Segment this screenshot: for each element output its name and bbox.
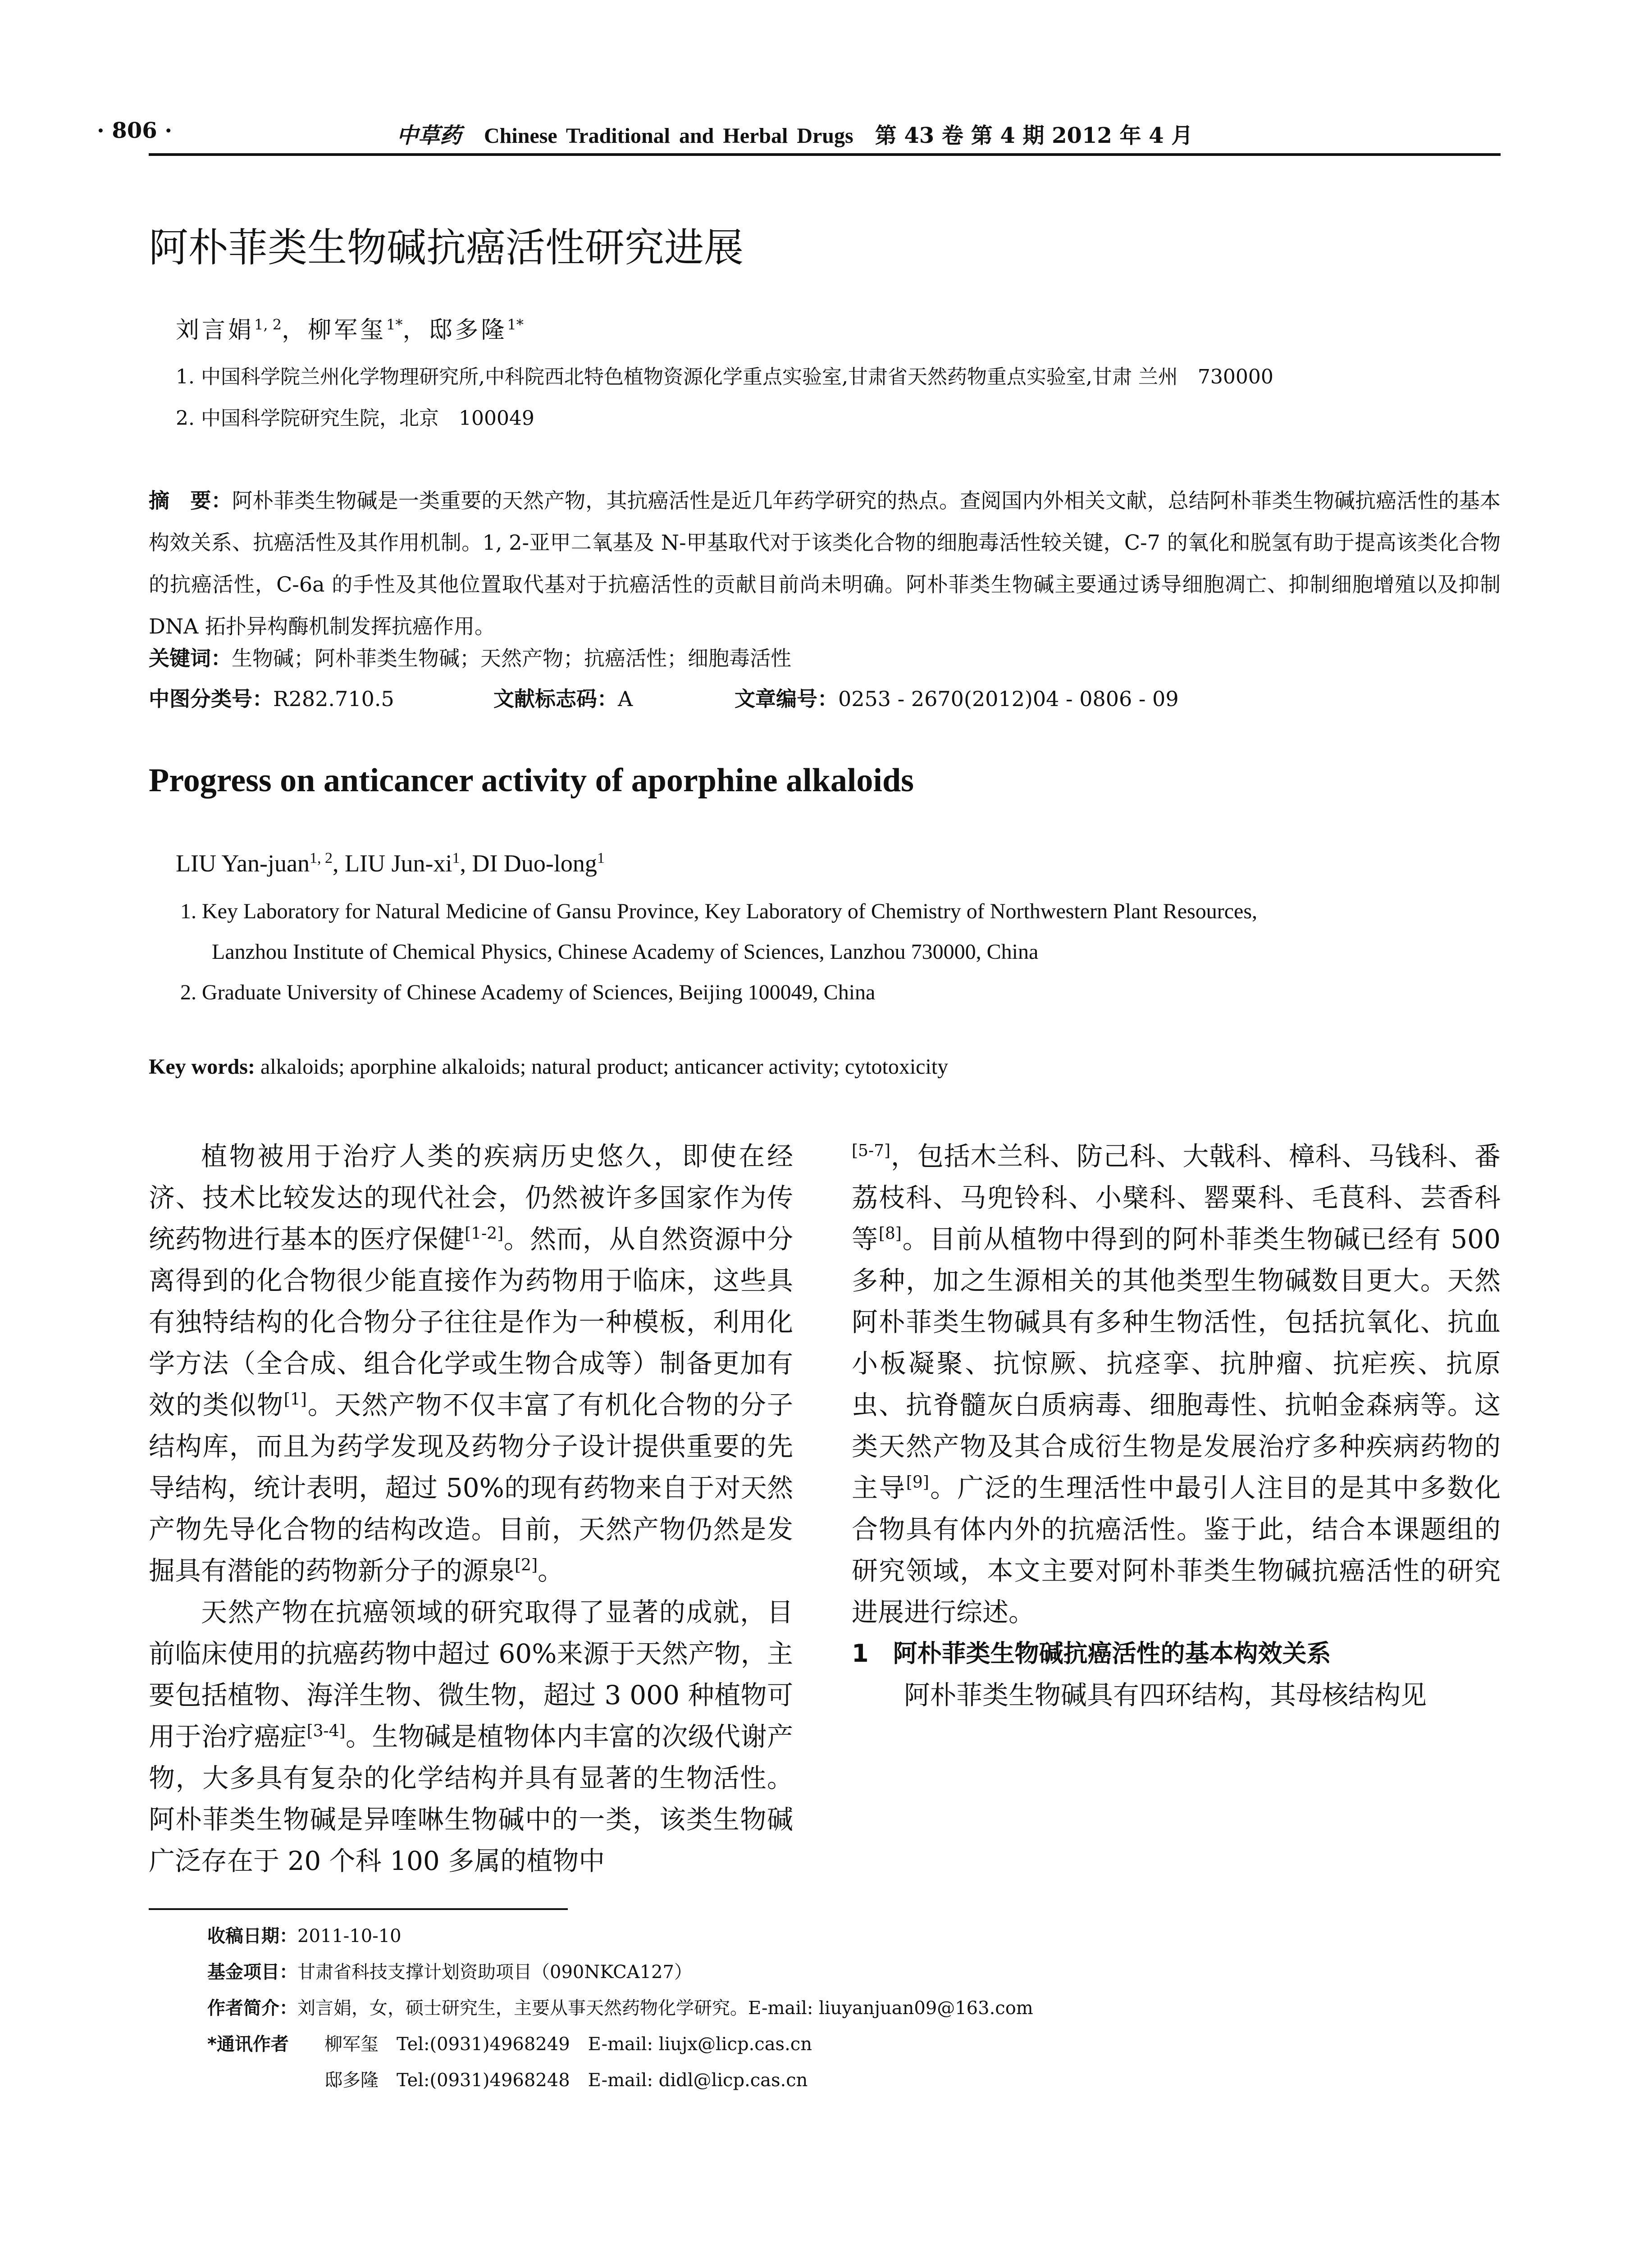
citation: [9] <box>906 1473 929 1492</box>
paragraph-text: 。天然产物不仅丰富了有机化合物的分子结构库，而且为药学发现及药物分子设计提供重要的先导结构，统计表明，超过 50%的现有药物来自于对天然产物先导化合物的结构改造。目前，天然产物仍然是发掘具有潜能的药物新分子的源泉 <box>149 1390 793 1586</box>
affiliation-en-1-cont: Lanzhou Institute of Chemical Physics, Chinese Academy of Sciences, Lanzhou 730000, China <box>212 940 1039 964</box>
author-name: 柳军玺 <box>308 317 387 344</box>
paragraph-text: 。然而，从自然资源中分离得到的化合物很少能直接作为药物用于临床，这些具有独特结构的化合物分子往往是作为一种模板，利用化学方法（全合成、组合化学或生物合成等）制备更加有效的类似物 <box>149 1224 793 1420</box>
clc-value: R282.710.5 <box>273 687 394 711</box>
fund-info <box>207 1958 692 1983</box>
document-code <box>493 683 633 712</box>
affiliation-marker: 1* <box>386 316 403 333</box>
citation: [1-2] <box>465 1224 504 1243</box>
corresponding-author-1: 柳军玺 Tel:(0931)4968249 E-mail: liujx@licp.cas.cn <box>324 2034 812 2055</box>
received-value: 2011-10-10 <box>297 1926 402 1947</box>
affiliation-marker: 1, 2 <box>309 850 333 866</box>
paragraph-text: 。广泛的生理活性中最引人注目的是其中多数化合物具有体内外的抗癌活性。鉴于此，结合本课题组的研究领域，本文主要对阿朴菲类生物碱抗癌活性的研究进展进行综述。 <box>852 1472 1501 1627</box>
article-number-value: 0253 - 2670(2012)04 - 0806 - 09 <box>838 687 1179 711</box>
page-number: · 806 · <box>97 118 173 143</box>
corresponding-label: *通讯作者 <box>207 2034 289 2055</box>
keywords-text: 生物碱；阿朴菲类生物碱；天然产物；抗癌活性；细胞毒活性 <box>232 646 791 670</box>
header-divider <box>149 153 1501 156</box>
authors-cn <box>176 311 524 345</box>
article-number <box>735 683 1179 712</box>
abstract-text: 阿朴菲类生物碱是一类重要的天然产物，其抗癌活性是近几年药学研究的热点。查阅国内外相关文献，总结阿朴菲类生物碱抗癌活性的基本构效关系、抗癌活性及其作用机制。1, 2-亚甲二氧基及 N-甲基取代对于该类化合物的细胞毒活性较关键，C-7 的氧化和脱氢有助于提高该类化合物的抗癌活性，C-6a 的手性及其他位置取代基对于抗癌活性的贡献目前尚未明确。阿朴菲类生物碱主要通过诱导细胞凋亡、抑制细胞增殖以及抑制 DNA 拓扑异构酶机制发挥抗癌作用。 <box>149 488 1501 638</box>
keywords-label: 关键词： <box>149 646 232 670</box>
keywords-en-label: Key words: <box>149 1055 255 1079</box>
fund-value: 甘肃省科技支撑计划资助项目（090NKCA127） <box>297 1962 692 1983</box>
paragraph-text: 天然产物在抗癌领域的研究取得了显著的成就，目前临床使用的抗癌药物中超过 60%来源于天然产物，主要包括植物、海洋生物、微生物，超过 3 000 种植物可用于治疗癌症 <box>149 1597 793 1752</box>
article-title-cn: 阿朴菲类生物碱抗癌活性研究进展 <box>149 224 744 271</box>
received-date <box>207 1922 402 1947</box>
bio-label: 作者简介： <box>207 1998 297 2019</box>
author-separator: , <box>332 850 345 877</box>
citation: [2] <box>515 1556 538 1575</box>
body-column-right <box>852 1135 1501 1716</box>
journal-name-en: Chinese Traditional and Herbal Drugs <box>484 124 853 148</box>
journal-name-cn: 中草药 <box>397 123 462 148</box>
bio-value: 刘言娟，女，硕士研究生，主要从事天然药物化学研究。E-mail: liuyanjuan09@163.com <box>297 1998 1033 2019</box>
fund-label: 基金项目： <box>207 1962 297 1983</box>
paragraph-text: 。目前从植物中得到的阿朴菲类生物碱已经有 500 多种，加之生源相关的其他类型生物碱数目更大。天然阿朴菲类生物碱具有多种生物活性，包括抗氧化、抗血小板凝聚、抗惊厥、抗痉挛、抗肿瘤、抗疟疾、抗原虫、抗脊髓灰白质病毒、细胞毒性、抗帕金森病等。这类天然产物及其合成衍生物是发展治疗多种疾病药物的主导 <box>852 1224 1501 1503</box>
paragraph-text: ，包括木兰科、防己科、大戟科、樟科、马钱科、番荔枝科、马兜铃科、小檗科、罂粟科、毛茛科、芸香科等 <box>852 1141 1501 1254</box>
author-name: 刘言娟 <box>176 317 255 344</box>
paragraph-text: 植物被用于治疗人类的疾病历史悠久，即使在经济、技术比较发达的现代社会，仍然被许多国家作为传统药物进行基本的医疗保健 <box>149 1141 793 1254</box>
author-separator: ， <box>282 317 308 344</box>
citation: [1] <box>283 1390 307 1409</box>
citation: [8] <box>878 1224 902 1243</box>
author-separator: , <box>460 850 472 877</box>
author-separator: ， <box>402 317 429 344</box>
clc-label: 中图分类号： <box>149 687 273 711</box>
abstract-label: 摘 要： <box>149 488 232 513</box>
author-bio <box>207 1994 1033 2020</box>
affiliation-en-2: 2. Graduate University of Chinese Academy of Sciences, Beijing 100049, China <box>180 980 876 1004</box>
footnote-divider <box>149 1908 568 1910</box>
abstract-cn <box>149 480 1501 647</box>
keywords-en-text: alkaloids; aporphine alkaloids; natural product; anticancer activity; cytotoxicity <box>255 1055 949 1079</box>
affiliation-cn-1: 1. 中国科学院兰州化学物理研究所,中科院西北特色植物资源化学重点实验室,甘肃省天然药物重点实验室,甘肃 兰州 730000 <box>176 365 1273 388</box>
clc-number <box>149 683 394 712</box>
running-header <box>397 118 1193 149</box>
section-heading: 1 阿朴菲类生物碱抗癌活性的基本构效关系 <box>852 1639 1331 1668</box>
citation: [5-7] <box>852 1141 891 1160</box>
authors-en <box>176 849 605 877</box>
author-name: LIU Jun-xi <box>344 850 452 877</box>
paragraph: 阿朴菲类生物碱具有四环结构，其母核结构见 <box>904 1680 1427 1710</box>
corresponding-author-2: 邸多隆 Tel:(0931)4968248 E-mail: didl@licp.cas.cn <box>324 2070 808 2091</box>
article-number-label: 文章编号： <box>735 687 838 711</box>
paragraph <box>149 1591 793 1882</box>
citation: [3-4] <box>306 1722 346 1741</box>
keywords-cn <box>149 642 791 672</box>
affiliation-marker: 1 <box>597 850 605 866</box>
affiliation-marker: 1, 2 <box>254 316 282 333</box>
issue-info: 第 43 卷 第 4 期 2012 年 4 月 <box>875 123 1193 148</box>
author-name: LIU Yan-juan <box>176 850 310 877</box>
affiliation-cn-2: 2. 中国科学院研究生院，北京 100049 <box>176 407 534 430</box>
affiliation-en-1: 1. Key Laboratory for Natural Medicine of Gansu Province, Key Laboratory of Chemistry of Northwestern Plant Resources, <box>180 899 1257 923</box>
document-code-value: A <box>618 687 633 711</box>
author-name: 邸多隆 <box>429 317 507 344</box>
affiliation-marker: 1 <box>452 850 460 866</box>
paragraph-text: 。生物碱是植物体内丰富的次级代谢产物，大多具有复杂的化学结构并具有显著的生物活性。阿朴菲类生物碱是异喹啉生物碱中的一类，该类生物碱广泛存在于 20 个科 100 多属的植物中 <box>149 1721 793 1876</box>
article-title-en: Progress on anticancer activity of aporphine alkaloids <box>149 762 914 799</box>
paragraph <box>149 1135 793 1591</box>
keywords-en <box>149 1054 948 1079</box>
affiliation-marker: 1* <box>507 316 524 333</box>
body-column-left <box>149 1135 793 1882</box>
document-code-label: 文献标志码： <box>493 687 618 711</box>
corresponding-author <box>207 2030 289 2056</box>
author-name: DI Duo-long <box>472 850 597 877</box>
received-label: 收稿日期： <box>207 1926 297 1947</box>
paragraph-text: 。 <box>538 1555 564 1586</box>
paragraph-continued <box>852 1135 1501 1633</box>
